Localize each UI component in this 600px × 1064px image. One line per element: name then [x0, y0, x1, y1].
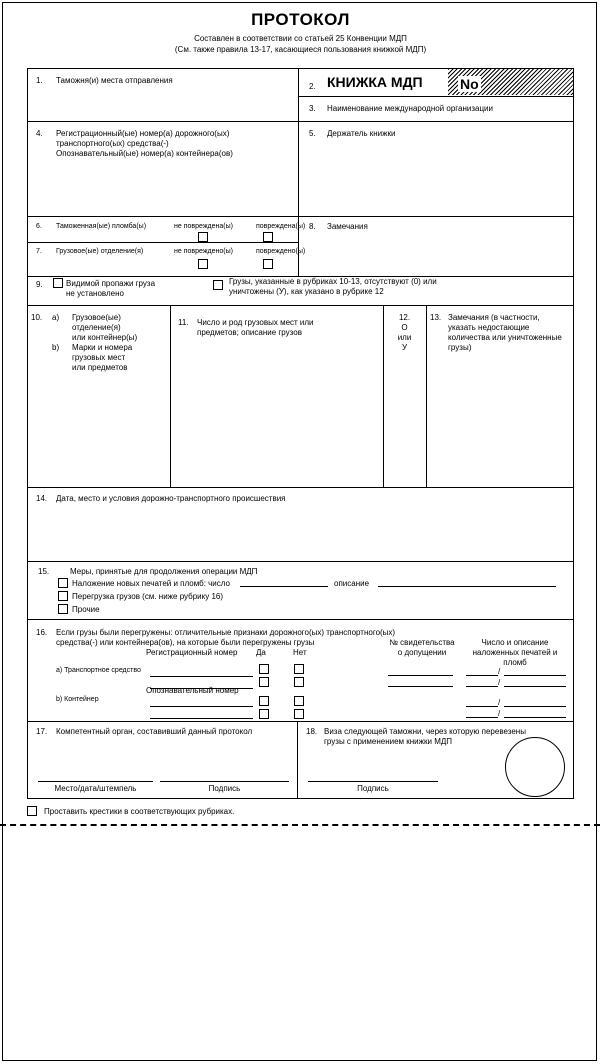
- field-9-line-2: не установлено: [66, 289, 124, 298]
- field-5-number: 5.: [309, 129, 316, 138]
- field-10-line-1: Грузовое(ые): [72, 313, 121, 322]
- field-13-line-3: количества или уничтоженные: [448, 333, 562, 342]
- grid-line: [27, 487, 574, 488]
- footer-checkbox-sample: [27, 806, 37, 816]
- field-10-number: 10.: [31, 313, 43, 322]
- field-15-label: Меры, принятые для продолжения операции МДП: [70, 567, 258, 576]
- field-9-right-line-2: уничтожены (У), как указано в рубрике 12: [229, 287, 384, 296]
- compartment-damaged-checkbox[interactable]: [263, 259, 273, 269]
- slash: /: [498, 667, 501, 676]
- signature-line-17[interactable]: [160, 781, 289, 782]
- field-11-line-1: Число и род грузовых мест или: [197, 318, 314, 327]
- container-id-line-1[interactable]: [150, 706, 253, 707]
- field-4-number: 4.: [36, 129, 43, 138]
- other-measures-checkbox[interactable]: [58, 604, 68, 614]
- signature-label-17: Подпись: [208, 784, 241, 793]
- vehicle-yes-checkbox-2[interactable]: [259, 677, 269, 687]
- field-6-damaged-label: повреждена(ы): [256, 223, 306, 230]
- field-6-number: 6.: [36, 223, 42, 230]
- field-10-a: a): [52, 313, 60, 322]
- grid-line: [27, 121, 574, 122]
- grid-line: [426, 305, 427, 487]
- subtitle-1: Составлен в соответствии со статьей 25 Конвенции МДП: [194, 34, 407, 43]
- field-12-line-2: или: [397, 333, 412, 342]
- grid-line: [27, 216, 574, 217]
- subtitle-2: (См. также правила 13-17, касающиеся пользования книжкой МДП): [174, 45, 427, 54]
- field-8-label: Замечания: [327, 222, 368, 231]
- yes-header: Да: [256, 648, 266, 657]
- field-12-line-1: О: [401, 323, 408, 332]
- vehicle-cert-line-2[interactable]: [388, 686, 453, 687]
- field-10-line-6: или предметов: [72, 363, 128, 372]
- container-yes-checkbox-2[interactable]: [259, 709, 269, 719]
- field-15-option-3: Прочие: [72, 605, 100, 614]
- grid-line: [27, 619, 574, 620]
- vehicle-seals-desc-line-2[interactable]: [504, 686, 566, 687]
- footer-note: Проставить крестики в соответствующих рубриках.: [44, 807, 235, 816]
- vehicle-no-checkbox-1[interactable]: [294, 664, 304, 674]
- field-7-number: 7.: [36, 248, 42, 255]
- vehicle-seals-number-line-1[interactable]: [466, 675, 498, 676]
- field-11-number: 11.: [178, 318, 189, 327]
- field-13-line-2: указать недостающие: [448, 323, 530, 332]
- field-12-number: 12.: [398, 313, 411, 322]
- container-id-line-2[interactable]: [150, 718, 253, 719]
- field-15-option-2: Перегрузка грузов (см. ниже рубрику 16): [72, 592, 224, 601]
- no-visible-loss-checkbox[interactable]: [53, 278, 63, 288]
- field-6-label: Таможенная(ые) пломба(ы): [56, 223, 147, 230]
- grid-line: [297, 721, 298, 799]
- field-7-not-damaged-label: не повреждено(ы): [174, 248, 233, 255]
- slash: /: [498, 698, 501, 707]
- field-14-label: Дата, место и условия дорожно-транспортного происшествия: [56, 494, 286, 503]
- transhipment-checkbox[interactable]: [58, 591, 68, 601]
- field-17-number: 17.: [36, 727, 48, 736]
- container-no-checkbox-2[interactable]: [294, 709, 304, 719]
- form-frame: [27, 68, 574, 799]
- field-10-line-2: отделение(я): [72, 323, 121, 332]
- field-10-line-4: Марки и номера: [72, 343, 133, 352]
- field-18-line-2: грузы с применением книжки МДП: [324, 737, 453, 746]
- seals-header-2: наложенных печатей и: [472, 648, 558, 657]
- vehicle-cert-line-1[interactable]: [388, 675, 453, 676]
- field-13-number: 13.: [430, 313, 442, 322]
- field-10-line-5: грузовых мест: [72, 353, 126, 362]
- seals-damaged-checkbox[interactable]: [263, 232, 273, 242]
- place-date-stamp-line[interactable]: [38, 781, 153, 782]
- container-seals-desc-line-2[interactable]: [504, 717, 566, 718]
- grid-line: [27, 242, 298, 243]
- certificate-header-2: о допущении: [397, 648, 447, 657]
- field-1-label: Таможня(и) места отправления: [56, 76, 173, 85]
- container-label: b) Контейнер: [56, 696, 99, 703]
- field-5-label: Держатель книжки: [327, 129, 396, 138]
- grid-line: [27, 305, 574, 306]
- field-15-description-label: описание: [334, 579, 370, 588]
- vehicle-no-checkbox-2[interactable]: [294, 677, 304, 687]
- slash: /: [498, 709, 501, 718]
- field-15-option-1: Наложение новых печатей и пломб: число: [72, 579, 230, 588]
- certificate-header-1: № свидетельства: [389, 638, 455, 647]
- vehicle-reg-line-1[interactable]: [150, 676, 253, 677]
- field-9-line-1: Видимой пропажи груза: [66, 279, 156, 288]
- field-4-line-1: Регистрационный(ые) номер(а) дорожного(ых): [56, 129, 230, 138]
- field-9-right-line-1: Грузы, указанные в рубриках 10-13, отсутствуют (0) или: [229, 277, 437, 286]
- container-no-checkbox-1[interactable]: [294, 696, 304, 706]
- identification-number-header: Опознавательный номер: [146, 686, 239, 695]
- vehicle-label: a) Транспортное средство: [56, 667, 141, 674]
- compartment-not-damaged-checkbox[interactable]: [198, 259, 208, 269]
- field-16-number: 16.: [36, 628, 48, 637]
- field-3-number: 3.: [309, 104, 316, 113]
- container-seals-number-line-1[interactable]: [466, 706, 498, 707]
- grid-line: [298, 96, 574, 97]
- field-18-line-1: Виза следующей таможни, через которую перевезены: [324, 727, 526, 736]
- grid-line: [170, 305, 171, 487]
- field-4-line-2: транспортного(ых) средства(-): [56, 139, 169, 148]
- registration-number-header: Регистрационный номер: [146, 648, 238, 657]
- signature-label-18: Подпись: [357, 784, 389, 793]
- field-2-number: 2.: [309, 82, 316, 91]
- field-4-line-3: Опознавательный(ые) номер(а) контейнера(ов): [56, 149, 233, 158]
- carnet-title: КНИЖКА МДП: [327, 74, 423, 90]
- field-9-number: 9.: [36, 280, 43, 289]
- goods-missing-checkbox[interactable]: [213, 280, 223, 290]
- vehicle-yes-checkbox-1[interactable]: [259, 664, 269, 674]
- signature-line-18[interactable]: [308, 781, 438, 782]
- field-12-line-3: У: [401, 343, 408, 352]
- field-8-number: 8.: [309, 222, 316, 231]
- no-header: Нет: [293, 648, 307, 657]
- vehicle-seals-number-line-2[interactable]: [466, 686, 498, 687]
- slash: /: [498, 678, 501, 687]
- field-15-number: 15.: [38, 567, 50, 576]
- seals-header-3: пломб: [503, 658, 527, 667]
- new-seals-checkbox[interactable]: [58, 578, 68, 588]
- field-1-number: 1.: [36, 76, 43, 85]
- vehicle-seals-desc-line-1[interactable]: [504, 675, 566, 676]
- container-yes-checkbox-1[interactable]: [259, 696, 269, 706]
- container-seals-desc-line-1[interactable]: [504, 706, 566, 707]
- field-17-label: Компетентный орган, составивший данный протокол: [56, 727, 253, 736]
- field-16-line-2: средства(-) или контейнера(ов), на которые были перегружены грузы: [56, 638, 315, 647]
- field-13-line-1: Замечания (в частности,: [448, 313, 540, 322]
- field-11-line-2: предметов; описание грузов: [197, 328, 302, 337]
- container-seals-number-line-2[interactable]: [466, 717, 498, 718]
- grid-line: [27, 561, 574, 562]
- field-7-damaged-label: повреждено(ы): [256, 248, 306, 255]
- seals-header-1: Число и описание: [481, 638, 549, 647]
- cut-line: [0, 824, 600, 826]
- field-6-not-damaged-label: не повреждена(ы): [174, 223, 233, 230]
- field-3-label: Наименование международной организации: [327, 104, 493, 113]
- page-title: ПРОТОКОЛ: [251, 10, 350, 29]
- field-7-label: Грузовое(ые) отделение(я): [56, 248, 144, 255]
- grid-line: [298, 68, 299, 276]
- field-10-line-3: или контейнер(ы): [72, 333, 138, 342]
- field-16-line-1: Если грузы были перегружены: отличительные признаки дорожного(ых) транспортного(ых): [56, 628, 396, 637]
- place-date-stamp-label: Место/дата/штемпель: [54, 784, 137, 793]
- seals-description-line[interactable]: [378, 586, 556, 587]
- stamp-circle: [505, 737, 565, 797]
- seals-not-damaged-checkbox[interactable]: [198, 232, 208, 242]
- field-10-b: b): [52, 343, 60, 352]
- field-18-number: 18.: [306, 727, 318, 736]
- field-14-number: 14.: [36, 494, 48, 503]
- grid-line: [27, 721, 574, 722]
- carnet-number-label: No: [460, 76, 479, 92]
- field-13-line-4: грузы): [448, 343, 472, 352]
- seals-number-line[interactable]: [240, 586, 328, 587]
